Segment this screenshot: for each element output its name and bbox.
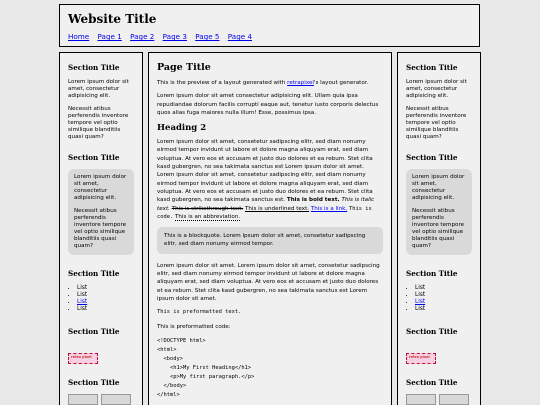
badge-image[interactable] [406,394,436,405]
bold-text: This is bold text. [286,197,340,204]
left-sidebar [59,52,143,405]
section-title: Section Title [68,327,120,336]
left-list [77,285,134,313]
main-content [148,52,392,405]
list-item [77,299,134,306]
list-link[interactable]: List [415,299,426,305]
site-title: Website Title [68,12,157,26]
left-section-1 [68,63,134,141]
italic-text: This is italic text. [157,197,375,212]
section-text: Necessit atibus perferendis inventore tempore vel optio similique blanditiis quasi quam? [68,106,129,140]
list-item: • List [415,306,472,313]
main-nav [68,32,471,41]
right-sidebar [397,52,481,405]
abbreviation: This is an abbreviation. [175,213,241,220]
list-item: • List [415,292,472,299]
retrapixel-link[interactable]: retrapixel [287,80,314,86]
heading-2: Heading 2 [157,123,207,134]
nav-link-page-3[interactable]: Page 3 [162,32,187,41]
nav-link-page-5[interactable]: Page 5 [195,32,220,41]
section-title: Section Title [68,153,120,162]
list-item: • List [415,285,472,292]
nav-link-page-2[interactable]: Page 2 [130,32,155,41]
preformatted-text: This is preformatted text. [157,309,242,316]
right-section-1 [406,63,472,141]
left-info-box [68,169,134,255]
code-block: <!DOCTYPE html> <html> <body> <h1>My First Heading</h1> <p>My first paragraph.</p> </body> </html> [157,337,255,398]
intro-paragraph [157,79,383,87]
section-title: Section Title [68,63,120,72]
section-title: Section Title [68,378,120,387]
badge-image[interactable] [101,394,131,405]
section-title: Section Title [68,269,120,278]
nav-link-page-1[interactable]: Page 1 [97,32,122,41]
section-text: Lorem ipsum dolor sit amet, consectetur adipisicing elit. [406,79,467,99]
underlined-text: This is underlined text. [244,205,310,212]
inline-link[interactable]: This is a link. [310,205,348,212]
blockquote [157,227,383,254]
badge-row [406,394,472,405]
section-title: Section Title [406,63,458,72]
paragraph-2 [157,138,383,221]
list-item: • List [77,306,134,313]
paragraph-3: Lorem ipsum dolor sit amet. Lorem ipsum dolor sit amet, consetetur sadipscing elitr, sed diam nonumy eirmod tempor invidunt ut labore et dolore magna aliquyam erat, sed diam voluptua. At vero eos et accusam et justo duo dolores et ea rebum. Stet clita kasd gubergren, no sea takimata sanctus est Lorem ipsum dolor sit amet. [157,262,380,302]
badge-image[interactable] [68,394,98,405]
section-text: Lorem ipsum dolor sit amet, consectetur adipisicing elit. [68,79,129,99]
section-text: Necessit atibus perferendis inventore tempore vel optio similique blanditiis quasi quam? [406,106,467,140]
intro-text: This is the preview of a layout generated with [157,80,288,86]
box-text: Necessit atibus perferendis inventore tempore vel optio similique blanditiis quasi quam? [412,208,465,249]
right-info-box [406,169,472,255]
body-text: Lorem ipsum dolor sit amet, consetetur sadipscing elitr, sed diam nonumy eirmod tempor invidunt ut labore et dolore magna aliquyam erat, sed diam voluptua. At vero eos et accusam et justo duo dolores et ea rebum. Stet clita kasd gubergren, no sea takimata sanctus est Lorem ipsum dolor sit amet. Lorem ipsum dolor sit amet, consetetur sadipscing elitr, sed diam nonumy eirmod tempor invidunt ut labore et dolore magna aliquyam erat, sed diam voluptua. At vero eos et accusam et justo duo dolores et ea rebum. Stet clita kasd gubergren, no sea takimata sanctus est. [157,139,373,204]
inline-code: This is code. [157,205,372,220]
paragraph-1: Lorem ipsum dolor sit amet consectetur adipisicing elit. Ullam quia ipsa repudiandae dolorum facilis corrupti eaque aut, tenetur iusto corporis delectus quos alias fuga maiores nulla illum! Esse, possimus ipsa. [157,93,379,116]
site-header [59,4,480,47]
page-title: Page Title [157,62,211,73]
badge-image[interactable] [439,394,469,405]
box-text: Necessit atibus perferendis inventore tempore vel optio similique blanditiis quasi quam? [74,208,127,249]
list-item: • List [77,285,134,292]
list-link[interactable]: List [77,299,88,305]
strikethrough-text: This is strikethrough text. [171,205,244,212]
box-text: Lorem ipsum dolor sit amet, consectetur adipisicing elit. [412,174,465,201]
section-title: Section Title [406,269,458,278]
retro-pixel-badge[interactable]: retro pixel [406,353,436,364]
section-title: Section Title [406,327,458,336]
box-text: Lorem ipsum dolor sit amet, consectetur adipisicing elit. [74,174,127,201]
section-title: Section Title [406,153,458,162]
nav-link-page-4[interactable]: Page 4 [227,32,253,41]
blockquote-text: This is a blockquote. Lorem ipsum dolor sit amet, consetetur sadipscing elitr, sed diam nonumy eirmod tempor. [164,233,366,248]
section-title: Section Title [406,378,458,387]
badge-row [68,394,134,405]
intro-text: 's layout generator. [313,80,369,86]
nav-link-home[interactable]: Home [68,32,90,41]
retro-pixel-badge[interactable]: retro pixel [68,353,98,364]
right-list [415,285,472,313]
code-label: This is preformatted code: [157,324,231,331]
list-item [415,299,472,306]
list-item: • List [77,292,134,299]
